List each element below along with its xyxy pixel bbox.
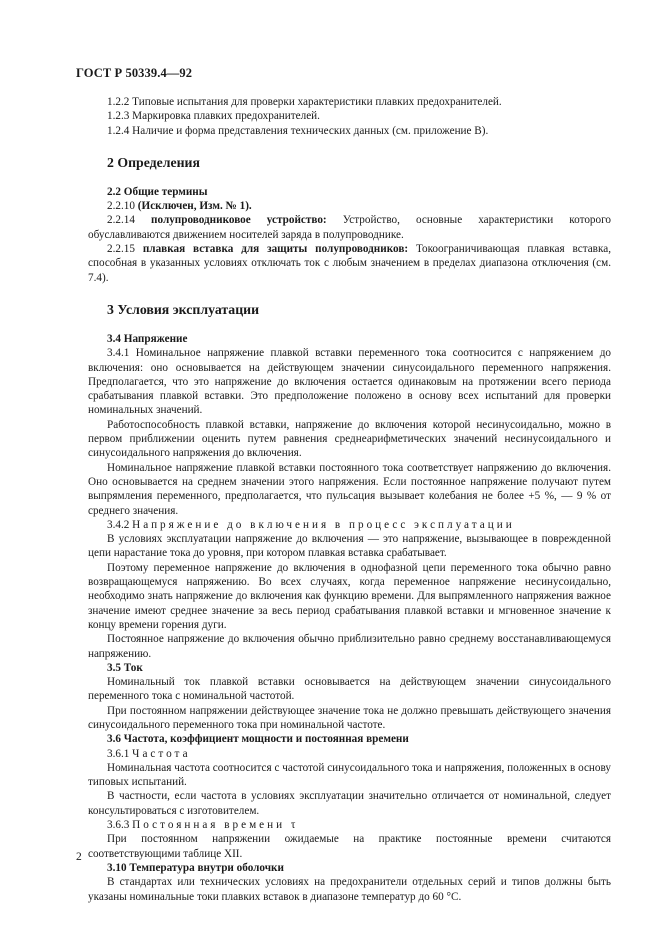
subsection-title: 3.6 Частота, коэффициент мощности и постоянная времени (107, 733, 409, 746)
clause-heading: Напряжение до включения в процесс эксплуатации (132, 518, 515, 531)
paragraph (88, 518, 611, 532)
paragraph (88, 818, 611, 832)
paragraph (88, 213, 611, 242)
paragraph: В частности, если частота в условиях эксплуатации значительно отличается от номинальной, следует консультироваться с изготовителем. (88, 790, 611, 817)
paragraph (88, 242, 611, 285)
clause-number: 2.2.15 (107, 243, 143, 256)
page-content (88, 95, 611, 904)
clause-number: 3.4.2 (107, 518, 133, 531)
definition: Устройство, основные характеристики которого обуславливаются движением носителей заряда в полупроводнике. (88, 214, 612, 241)
paragraph: При постоянном напряжении ожидаемые на практике постоянные времени считаются соответствующими таблице XII. (88, 833, 611, 860)
clause-heading: Постоянная времени τ (132, 819, 299, 832)
paragraph: Номинальное напряжение плавкой вставки постоянного тока соответствует напряжению до включения. Оно основывается на среднем значении этого напряжения. Если постоянное напряжение получают путем выпрямления переменного, предполагается, что пульсация вызывает колебания не более +5 %, — 9 % от среднего значения. (88, 461, 611, 517)
paragraph: Поэтому переменное напряжение до включения в однофазной цепи переменного тока обычно равно возвращающемуся напряжению. Во всех случаях, когда переменное напряжение несинусоидально, необходимо знать напряжение до включения как функцию времени. Для выпрямленного напряжения важное значение имеют среднее значение за весь период срабатывания плавкой вставки и мгновенное значение к концу времени горения дуги. (88, 561, 611, 631)
definition: Токоограничивающая плавкая вставка, способная в указанных условиях отключать ток с любым значением в пределах диапазона отключения (см. 7.4). (88, 243, 611, 284)
paragraph: Номинальный ток плавкой вставки основывается на действующем значении синусоидального переменного тока с номинальной частотой. (88, 676, 611, 703)
paragraph: Номинальная частота соотносится с частотой синусоидального тока и напряжения, положенных в основу типовых испытаний. (88, 761, 611, 789)
subsection-title: 3.10 Температура внутри оболочки (107, 861, 284, 874)
subsection-title: 3.4 Напряжение (107, 332, 188, 345)
paragraph: В стандартах или технических условиях на предохранители отдельных серий и типов должны быть указаны номинальные токи плавких вставок в диапазоне температур до 60 °С. (88, 876, 611, 903)
clause-number: 2.2.14 (107, 214, 152, 227)
subsection-title: 2.2 Общие термины (107, 185, 208, 198)
clause-number: 3.6.1 (107, 747, 133, 760)
document-header: ГОСТ Р 50339.4—92 (76, 66, 193, 80)
paragraph (88, 747, 611, 761)
paragraph: 3.4.1 Номинальное напряжение плавкой вставки переменного тока соотносится с напряжением до включения: оно основывается на действующем значении синусоидального переменного напряжения. Предполагается, что это напряжение до включения остается одинаковым на протяжении всего периода срабатывания плавкой вставки. Это предположение положено в основу всех испытаний для проверки номинальных значений. (88, 347, 611, 417)
list-item: 1.2.4 Наличие и форма представления технических данных (см. приложение В). (107, 124, 489, 137)
subsection-title: 3.5 Ток (107, 661, 143, 674)
term: плавкая вставка для защиты полупроводников: (142, 243, 409, 256)
clause-number: 3.6.3 (107, 819, 133, 832)
page-number: 2 (76, 851, 82, 863)
section-title-operating-conditions: 3 Условия эксплуатации (107, 301, 260, 317)
paragraph: Работоспособность плавкой вставки, напряжение до включения которой несинусоидально, можно в первом приближении оценить путем равнения среднеарифметических значений несинусоидального и синусоидального напряжения до включения. (88, 418, 611, 460)
paragraph: В условиях эксплуатации напряжение до включения — это напряжение, вызывающее в поврежденной цепи нарастание тока до уровня, при котором плавкая вставка срабатывает. (88, 533, 611, 560)
paragraph (88, 199, 611, 213)
term: полупроводниковое устройство: (151, 214, 327, 227)
clause-number: 2.2.10 (107, 200, 138, 213)
paragraph: Постоянное напряжение до включения обычно приблизительно равно среднему восстанавливающемуся напряжению. (88, 633, 611, 660)
clause-heading: Частота (132, 747, 191, 760)
list-item: 1.2.2 Типовые испытания для проверки характеристики плавких предохранителей. (107, 96, 502, 108)
paragraph: При постоянном напряжении действующее значение тока не должно превышать действующего значения синусоидального переменного тока при номинальной частоте. (88, 704, 611, 731)
list-item: 1.2.3 Маркировка плавких предохранителей. (107, 110, 320, 123)
clause-text: (Исключен, Изм. № 1). (137, 200, 252, 213)
section-title-definitions: 2 Определения (107, 154, 200, 170)
